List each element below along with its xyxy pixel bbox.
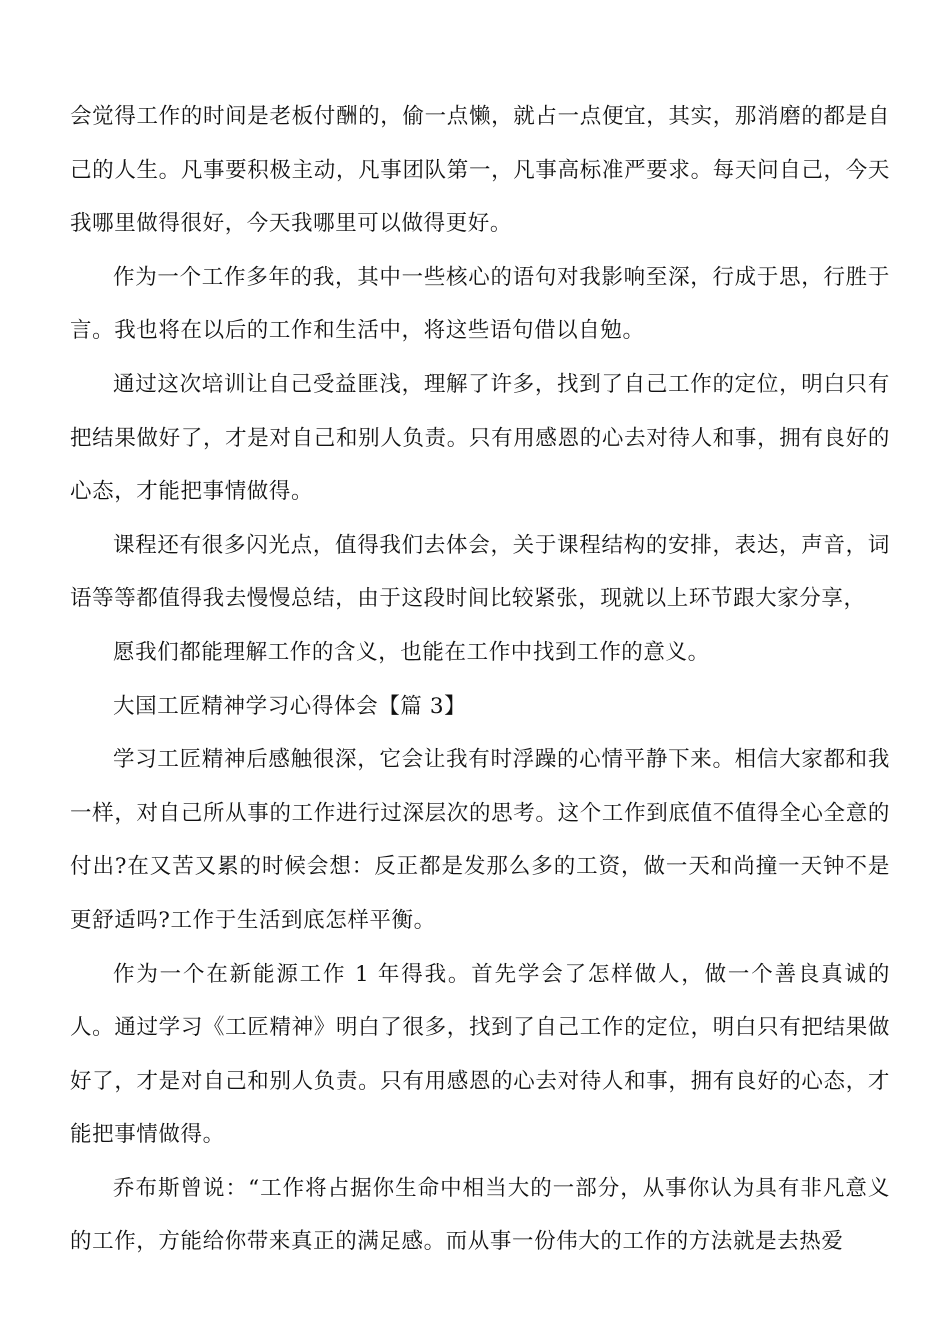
document-body (70, 90, 890, 1269)
section-heading: 大国工匠精神学习心得体会【篇 3】 (113, 693, 467, 719)
paragraph-closing-wish: 愿我们都能理解工作的含义，也能在工作中找到工作的意义。 (113, 639, 710, 665)
paragraph-continuation: 会觉得工作的时间是老板付酬的，偷一点懒，就占一点便宜，其实，那消磨的都是自己的人生。凡事要积极主动，凡事团队第一，凡事高标准严要求。每天问自己，今天我哪里做得很好，今天我哪里可以做得更好。 (70, 104, 890, 237)
paragraph-jobs-quote: 乔布斯曾说：“工作将占据你生命中相当大的一部分，从事你认为具有非凡意义的工作，方能给你带来真正的满足感。而从事一份伟大的工作的方法就是去热爱 (70, 1175, 890, 1255)
paragraph-training-benefit: 通过这次培训让自己受益匪浅，理解了许多，找到了自己工作的定位，明白只有把结果做好了，才是对自己和别人负责。只有用感恩的心去对待人和事，拥有良好的心态，才能把事情做得。 (70, 371, 890, 505)
paragraph-core-sentences: 作为一个工作多年的我，其中一些核心的语句对我影响至深，行成于思，行胜于言。我也将在以后的工作和生活中，将这些语句借以自勉。 (70, 264, 890, 344)
paragraph-course-highlights: 课程还有很多闪光点，值得我们去体会，关于课程结构的安排，表达，声音，词语等等都值得我去慢慢总结，由于这段时间比较紧张，现就以上环节跟大家分享， (70, 532, 890, 612)
paragraph-craftsman-spirit: 学习工匠精神后感触很深，它会让我有时浮躁的心情平静下来。相信大家都和我一样，对自己所从事的工作进行过深层次的思考。这个工作到底值不值得全心全意的付出?在又苦又累的时候会想：反正都是发那么多的工资，做一天和尚撞一天钟不是更舒适吗?工作于生活到底怎样平衡。 (70, 747, 890, 933)
paragraph-new-energy-work: 作为一个在新能源工作 1 年得我。首先学会了怎样做人，做一个善良真诚的人。通过学习《工匠精神》明白了很多，找到了自己工作的定位，明白只有把结果做好了，才是对自己和别人负责。只有用感恩的心去对待人和事，拥有良好的心态，才能把事情做得。 (70, 961, 890, 1148)
